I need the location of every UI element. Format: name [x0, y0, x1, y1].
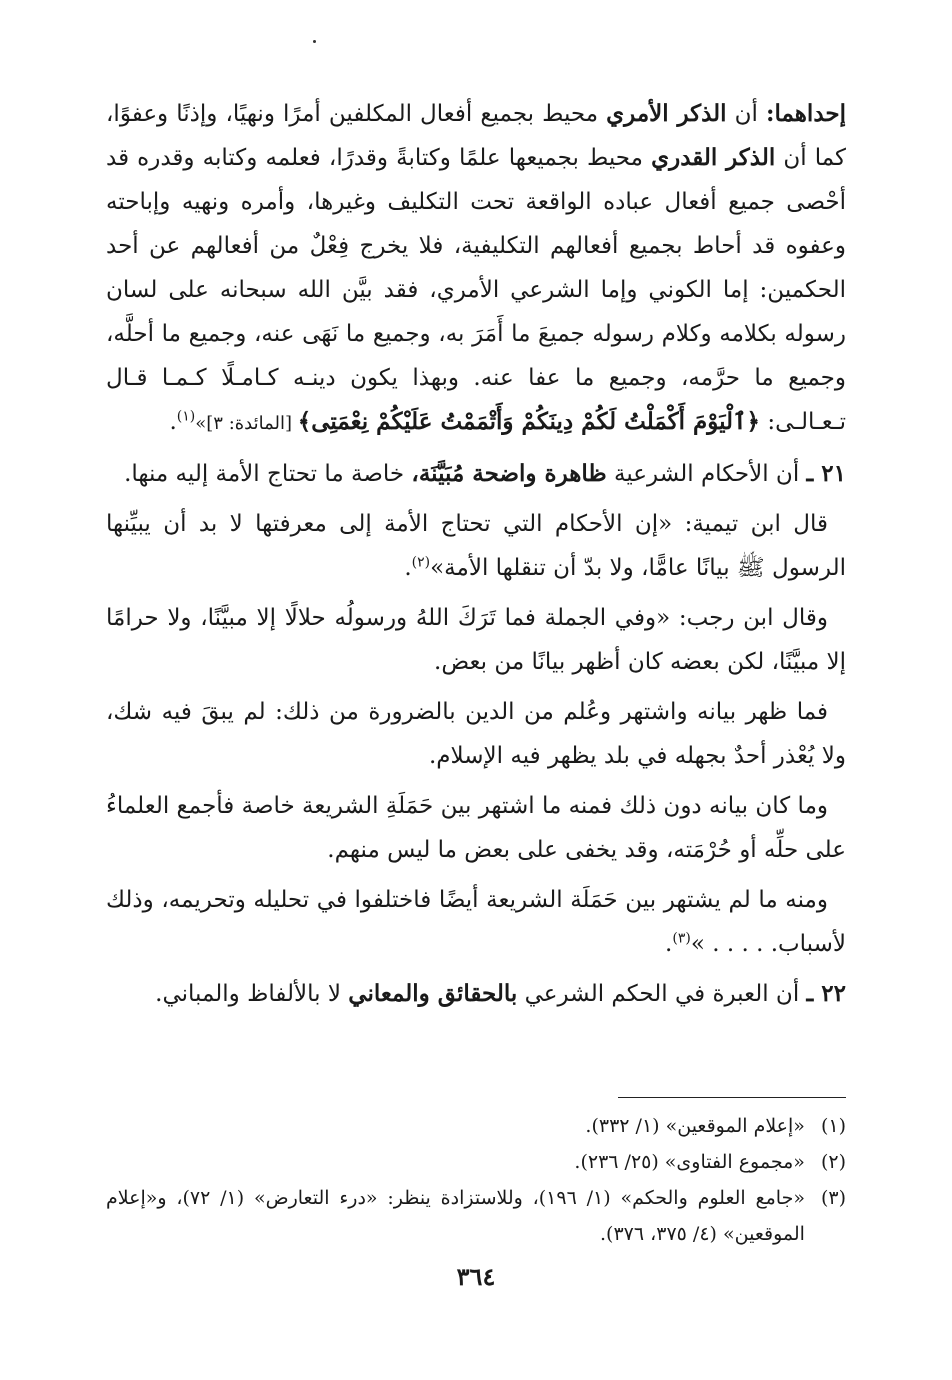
text-run: خاصة ما تحتاج الأمة إليه منها.	[124, 461, 412, 487]
paragraph-first-reason	[106, 92, 846, 446]
main-text	[106, 92, 846, 1022]
text-run: أن	[726, 101, 766, 127]
footnote-text: «إعلام الموقعين» (١/ ٣٣٢).	[585, 1115, 805, 1137]
footnotes	[106, 1108, 846, 1252]
footnote-3	[106, 1180, 846, 1252]
text-run: فما ظهر بيانه واشتهر وعُلم من الدين بالضرورة من ذلك: لم يبقَ فيه شك، ولا يُعْذر أحدٌ بجهله في بلد يظهر فيه الإسلام.	[106, 699, 846, 769]
text-run: أن العبرة في الحكم الشرعي	[517, 981, 807, 1007]
footnote-number: (٢)	[820, 1151, 846, 1173]
paragraph-ibn-rajab-quote	[106, 596, 846, 684]
bold-term: بالحقائق والمعاني	[348, 980, 518, 1007]
paragraph-point-21	[106, 452, 846, 496]
bold-term: ظاهرة واضحة مُبَيَّنَة،	[411, 460, 607, 487]
footnote-number: (٣)	[820, 1187, 846, 1209]
footnote-number: (١)	[820, 1115, 846, 1137]
text-run: وقال ابن رجب: «وفي الجملة فما تَرَكَ اللهُ ورسولُه حلالًا إلا مبيَّنًا، ولا حرامًا إلا مبيَّنًا، لكن بعضه كان أظهر بيانًا من بعض.	[106, 605, 846, 675]
paragraph-disputed-rulings	[106, 878, 846, 966]
paragraph-point-22	[106, 972, 846, 1016]
footnote-marker: (٢)	[411, 554, 431, 571]
footnote-marker: (١)	[176, 408, 196, 425]
quran-verse: ﴿ٱلْيَوْمَ أَكْمَلْتُ لَكُمْ دِينَكُمْ وَأَتْمَمْتُ عَلَيْكُمْ نِعْمَتِى﴾	[297, 408, 761, 435]
page-number: ٣٦٤	[456, 1262, 496, 1291]
footnote-text: «جامع العلوم والحكم» (١/ ١٩٦)، وللاستزادة ينظر: «درء التعارض» (١/ ٧٢)، و«إعلام الموقعين» (٤/ ٣٧٥، ٣٧٦).	[106, 1187, 805, 1245]
text-run: قال ابن تيمية: «إن الأحكام التي تحتاج الأمة إلى معرفتها لا بد أن يبيِّنها الرسول ﷺ بيانًا عامًّا، ولا بدّ أن تنقلها الأمة»	[106, 511, 846, 581]
paragraph-ibn-taymiyya-quote	[106, 502, 846, 590]
text-run: محيط بجميعها علمًا وكتابةً وقدرًا، فعلمه وكتابه وقدره قد أحْصى جميع أفعال عباده الواقعة تحت التكليف وغيرها، وأمره ونهيه وإباحته وعفوه قد أحاط بجميع أفعالهم التكليفية، فلا يخرج فِعْلٌ من أفعالهم عن أحد الحكمين: إما الكوني وإما الشرعي الأمري، فقد بيَّن الله سبحانه على لسان رسوله بكلامه وكلام رسوله جميعَ ما أَمَرَ به، وجميع ما نَهَى عنه، وجميع ما أحلَّه، وجميع ما حرَّمه، وجميع ما عفا عنه. وبهذا يكون دينـه كـامـلًا كـمـا قـال تـعـالـى:	[106, 145, 846, 435]
paragraph-evident-rulings	[106, 690, 846, 778]
point-number: ٢١ ـ	[806, 460, 846, 487]
text-run: .	[665, 931, 673, 957]
footnote-1	[106, 1108, 846, 1144]
footnote-2	[106, 1144, 846, 1180]
bold-term: الذكر الأمري	[606, 100, 727, 127]
text-run: محيط بجميع أفعال المكلفين أمرًا ونهيًا، وإذنًا وعفوًا، كما أن	[106, 101, 846, 171]
text-run: .	[404, 555, 412, 581]
footnote-marker: (٣)	[672, 930, 691, 947]
point-number: ٢٢ ـ	[806, 980, 846, 1007]
text-run: لا بالألفاظ والمباني.	[155, 981, 349, 1007]
text-run: ومنه ما لم يشتهر بين حَمَلَة الشريعة أيضًا فاختلفوا في تحليله وتحريمه، وذلك لأسباب. . . . . »	[106, 887, 846, 957]
lead-word: إحداهما:	[766, 100, 846, 127]
footnote-text: «مجموع الفتاوى» (٢٥/ ٢٣٦).	[574, 1151, 805, 1173]
paragraph-less-evident-rulings	[106, 784, 846, 872]
text-run: أن الأحكام الشرعية	[606, 461, 807, 487]
ink-speck	[313, 40, 316, 43]
text-run: .	[169, 409, 177, 435]
footnote-divider	[618, 1097, 846, 1098]
surah-reference: [المائدة: ٣]»	[195, 413, 298, 434]
bold-term: الذكر القدري	[651, 144, 776, 171]
text-run: وما كان بيانه دون ذلك فمنه ما اشتهر بين حَمَلَةِ الشريعة خاصة فأجمع العلماءُ على حلِّه أو حُرْمَته، وقد يخفى على بعض ما ليس منهم.	[106, 793, 846, 863]
